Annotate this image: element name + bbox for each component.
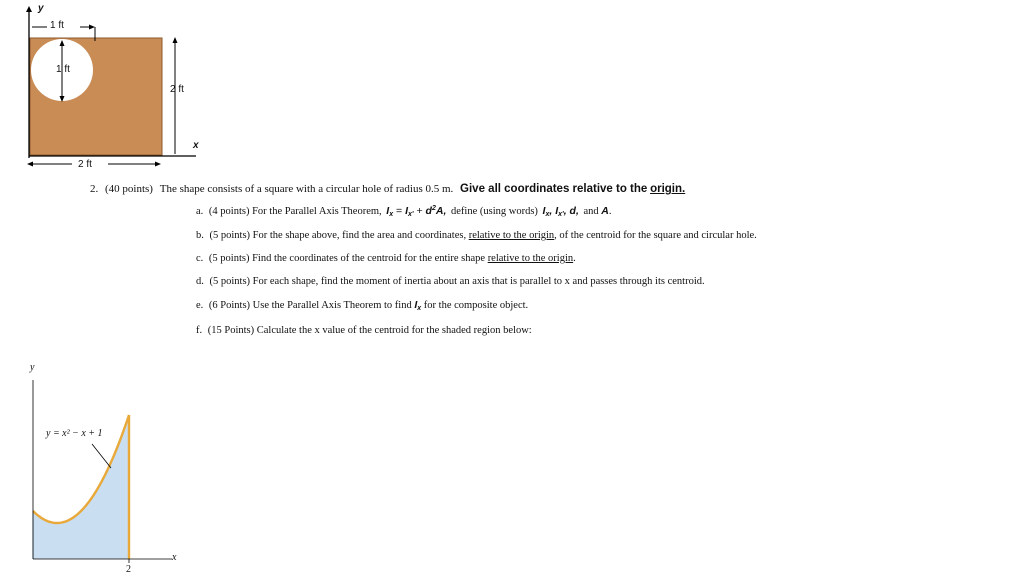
width-dim-arrow-left [27, 162, 33, 167]
part-e-text-post: for the composite object. [423, 300, 529, 311]
y-axis-arrow [26, 6, 32, 12]
square-with-hole-figure [0, 0, 230, 180]
equation-leader-line [92, 444, 111, 468]
shaded-region-figure [0, 360, 200, 579]
height-dim-arrow-top [173, 37, 178, 43]
part-e-text-pre: (6 Points) Use the Parallel Axis Theorem to find [208, 300, 412, 311]
top-dim-arrow [89, 25, 95, 30]
problem-emphasis: Give all coordinates relative to the [460, 183, 648, 195]
part-f-label: f. [196, 325, 203, 336]
hole-offset-label: 1 ft [50, 20, 64, 31]
hole-diameter-label: 1 ft [56, 64, 70, 75]
fig1-x-axis-label: x [193, 140, 199, 151]
part-f-text: (15 Points) Calculate the x value of the centroid for the shaded region below: [207, 325, 532, 336]
part-b-label: b. [196, 230, 204, 241]
part-a-def-A: A [601, 205, 609, 217]
part-c [196, 253, 576, 264]
problem-statement [90, 183, 685, 195]
part-a-formula: $Ix = Ix' + d^2A$, [386, 205, 447, 218]
part-c-text-pre: (5 points) Find the coordinates of the centroid for the entire shape [208, 253, 486, 264]
part-a-and: and [583, 206, 599, 217]
part-e-label: e. [196, 300, 204, 311]
part-e-formula: Ix [414, 299, 422, 312]
part-a [196, 205, 612, 218]
part-d-label: d. [196, 276, 204, 287]
fig2-y-axis-label: y [30, 362, 35, 373]
problem-statement-text: The shape consists of a square with a circular hole of radius 0.5 m. [159, 183, 454, 195]
part-a-defs: Ix, Ix', d, [542, 205, 579, 218]
problem-emphasis-word: origin. [650, 183, 686, 195]
part-a-text-pre: (4 points) For the Parallel Axis Theorem, [208, 206, 382, 217]
problem-points: (40 points) [105, 183, 153, 195]
fig1-y-axis-label: y [38, 3, 44, 14]
parabola-equation: y = x² − x + 1 [46, 428, 103, 439]
part-a-text-mid: define (using words) [451, 206, 538, 217]
part-d-text: (5 points) For each shape, find the moment of inertia about an axis that is parallel to x and passes through its centroid. [209, 276, 705, 287]
part-b-text-post: , of the centroid for the square and circular hole. [554, 230, 757, 241]
part-a-end: . [608, 206, 612, 217]
width-dim-arrow-right [155, 162, 161, 167]
part-e [196, 299, 528, 312]
problem-number: 2. [90, 183, 99, 195]
part-c-text-post: . [573, 253, 576, 264]
fig2-x-axis-label: x [172, 552, 177, 563]
part-d [196, 276, 705, 287]
part-f [196, 325, 532, 336]
part-c-label: c. [196, 253, 204, 264]
part-a-label: a. [196, 206, 204, 217]
part-c-underline: relative to the origin [487, 253, 574, 264]
width-label: 2 ft [78, 159, 92, 170]
part-b-underline: relative to the origin [468, 230, 555, 241]
part-b-text-pre: (5 points) For the shape above, find the area and coordinates, [209, 230, 467, 241]
x-tick-label-2: 2 [126, 564, 131, 575]
height-label: 2 ft [170, 84, 184, 95]
part-b [196, 230, 757, 241]
